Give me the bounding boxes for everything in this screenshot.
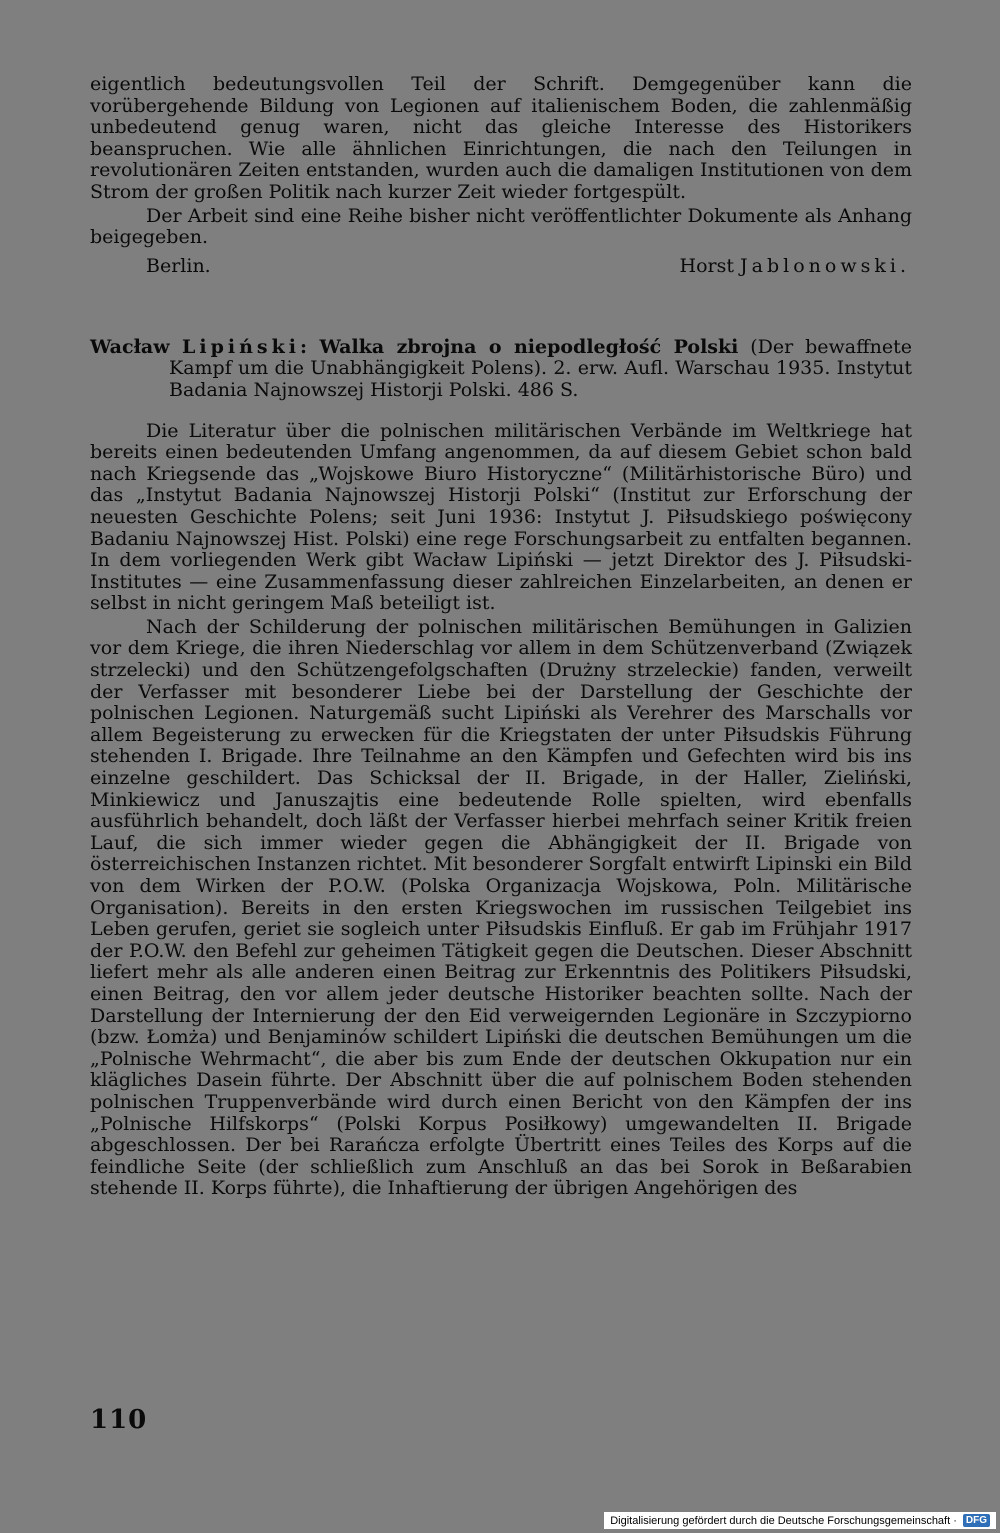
review-author-last: Lipiński: [182, 335, 300, 358]
review-author-first: Wacław: [90, 335, 170, 358]
reviewer-first-name: Horst: [679, 254, 734, 277]
page-number: 110: [90, 1405, 148, 1435]
review-heading: [90, 337, 912, 402]
review-details: (Der bewaffnete Kampf um die Unabhängigkeit Polens). 2. erw. Aufl. Warschau 1935. Instytut Badania Najnowszej Historji Polski. 486 S.: [169, 335, 912, 401]
footer-text: Digitalisierung gefördert durch die Deutsche Forschungsgemeinschaft ·: [610, 1514, 957, 1527]
review-body: [90, 421, 912, 1200]
review-title: : Walka zbrojna o niepodległość Polski: [300, 335, 739, 358]
review-author: [90, 336, 300, 358]
review-paragraph-2: Nach der Schilderung der polnischen militärischen Bemühungen in Galizien vor dem Kriege, die ihren Niederschlag vor allem in dem Schützenverband (Związek strzelecki) und den Schützengefolgschaften (Drużny strzeleckie) fanden, verweilt der Verfasser mit besonderer Liebe bei der Darstellung der Geschichte der polnischen Legionen. Naturgemäß sucht Lipiński als Verehrer des Marschalls vor allem Begeisterung zu erwecken für die Kriegstaten der unter Piłsudskis Führung stehenden I. Brigade. Ihre Teilnahme an den Kämpfen und Gefechten wird bis ins einzelne geschildert. Das Schicksal der II. Brigade, in der Haller, Zieliński, Minkiewicz und Januszajtis eine bedeutende Rolle spielten, wird ebenfalls ausführlich behandelt, doch läßt der Verfasser hierbei mehrfach seiner Kritik freien Lauf, die sich immer wieder gegen die Abhängigkeit der II. Brigade von österreichischen Instanzen richtet. Mit besonderer Sorgfalt entwirft Lipinski ein Bild von dem Wirken der P.O.W. (Polska Organizacja Wojskowa, Poln. Militärische Organisation). Bereits in den ersten Kriegswochen im russischen Teilgebiet ins Leben gerufen, geriet sie sogleich unter Piłsudskis Einfluß. Er gab im Frühjahr 1917 der P.O.W. den Befehl zur geheimen Tätigkeit gegen die Deutschen. Dieser Abschnitt liefert mehr als alle anderen einen Beitrag zur Erkenntnis des Politikers Piłsudski, einen Beitrag, den vor allem jeder deutsche Historiker beachten sollte. Nach der Darstellung der Internierung der den Eid verweigernden Legionäre in Szczypiorno (bzw. Łomża) und Benjaminów schildert Lipiński die deutschen Bemühungen um die „Polnische Wehrmacht“, die aber bis zum Ende der deutschen Okkupation nur ein klägliches Dasein führte. Der Abschnitt über die auf polnischem Boden stehenden polnischen Truppenverbände wird durch einen Bericht von den Kämpfen der ins „Polnische Hilfskorps“ (Polski Korpus Posiłkowy) umgewandelten II. Brigade abgeschlossen. Der bei Rarańcza erfolgte Übertritt eines Teiles des Korps auf die feindliche Seite (der schließlich zum Anschluß an das bei Sorok in Beßarabien stehende II. Korps führte), die Inhaftierung der übrigen Angehörigen des: [90, 615, 912, 1200]
reviewer-last-name: Jablonowski.: [740, 254, 910, 277]
review-paragraph-1: Die Literatur über die polnischen militärischen Verbände im Weltkriege hat bereits einen bedeutenden Umfang angenommen, da auf diesem Gebiet schon bald nach Kriegsende das „Wojskowe Biuro Historyczne“ (Militärhistorische Büro) und das „Instytut Badania Najnowszej Historji Polski“ (Institut zur Erforschung der neuesten Geschichte Polens; seit Juni 1936: Instytut J. Piłsudskiego poświęcony Badaniu Najnowszej Hist. Polski) eine rege Forschungsarbeit zu entfalten begannen. In dem vorliegenden Werk gibt Wacław Lipiński — jetzt Direktor des J. Piłsudski-Institutes — eine Zusammenfassung dieser zahlreichen Einzelarbeiten, an denen er selbst in nicht geringem Maß beteiligt ist.: [90, 419, 912, 615]
previous-review-paragraph-2: Der Arbeit sind eine Reihe bisher nicht veröffentlichter Dokumente als Anhang beigegeben.: [90, 204, 912, 249]
previous-review-paragraph-1: eigentlich bedeutungsvollen Teil der Schrift. Demgegenüber kann die vorübergehende Bildung von Legionen auf italienischem Boden, die zahlenmäßig unbedeutend genug waren, nicht das gleiche Interesse des Historikers beanspruchen. Wie alle ähnlichen Einrichtungen, die nach den Teilungen in revolutionären Zeiten entstanden, wurden auch die damaligen Institutionen von dem Strom der großen Politik nach kurzer Zeit wieder fortgespült.: [90, 73, 912, 203]
signature-place: Berlin.: [146, 254, 211, 277]
dfg-logo-icon: DFG: [963, 1514, 990, 1527]
digitization-footer: [604, 1512, 996, 1529]
signature-row: [90, 255, 912, 277]
signature-reviewer: [680, 255, 910, 277]
page-content: [90, 74, 912, 1200]
